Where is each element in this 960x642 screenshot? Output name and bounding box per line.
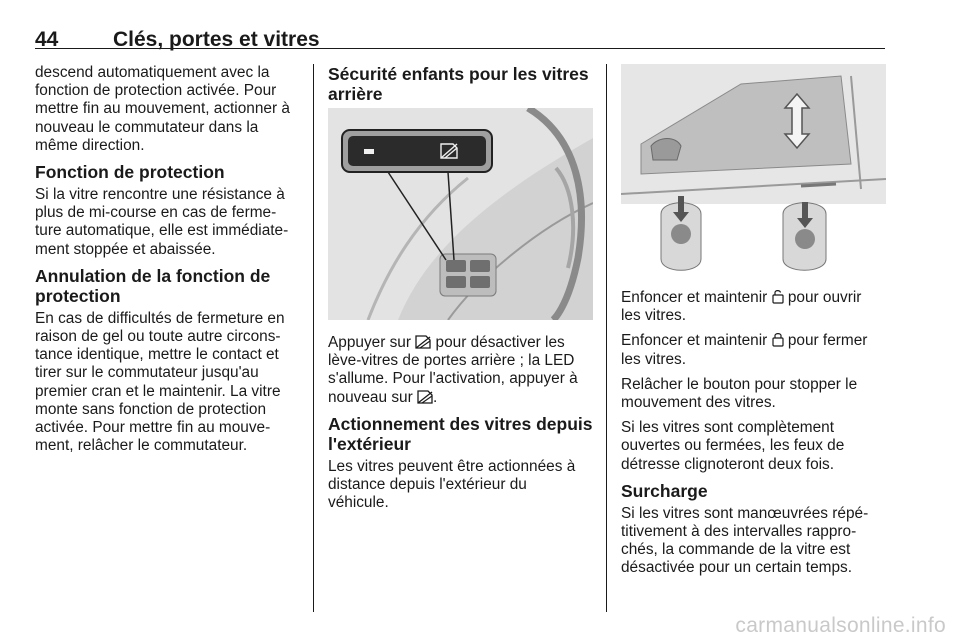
site-watermark: carmanualsonline.info [735, 614, 946, 637]
text-run: pour fermer les vitres. [621, 332, 868, 368]
text-run: Enfoncer et maintenir [621, 332, 772, 350]
paragraph: Si les vitres sont manœuvrées répé- titivement à des intervalles rappro- chés, la commande de la vitre est désactivée pour un certain temps. [621, 504, 869, 577]
text-run: . [433, 388, 438, 406]
section-heading: Fonction de protection [35, 162, 225, 183]
window-child-lock-icon [417, 390, 433, 404]
text-run: pour ouvrir les vitres. [621, 289, 862, 325]
column-divider [313, 64, 314, 612]
column-right [621, 64, 886, 585]
page-header [35, 12, 885, 49]
key-lock-icon [772, 332, 784, 347]
paragraph: En cas de difficultés de fermeture en raison de gel ou toute autre circons- tance identique, mettre le contact et tirer sur le commutateur jusqu'au premier cran et le maintenir. La vitre monte sans fonction de protection activée. Pour mettre fin au mouve- ment, relâcher le commutateur. [35, 309, 285, 455]
text-run: Appuyer sur [328, 334, 416, 351]
window-child-lock-icon [415, 335, 431, 349]
section-heading: Surcharge [621, 480, 708, 501]
column-middle [328, 64, 593, 519]
paragraph: Si la vitre rencontre une résistance à plus de mi-course en cas de ferme- ture automatique, elle est immédiate- ment stoppée et abaissée. [35, 186, 289, 258]
paragraph [621, 289, 886, 325]
chapter-title: Clés, portes et vitres [113, 28, 320, 51]
paragraph: Les vitres peuvent être actionnées à distance depuis l'extérieur du véhicule. [328, 457, 576, 512]
section-heading: Actionnement des vitres depuis l'extérieur [328, 413, 593, 454]
paragraph [621, 332, 886, 368]
paragraph: Relâcher le bouton pour stopper le mouvement des vitres. [621, 375, 858, 412]
section-heading: Sécurité enfants pour les vitres arrière [328, 64, 589, 104]
remote-window-illustration [621, 64, 886, 279]
column-left [35, 64, 303, 462]
paragraph [328, 334, 593, 407]
page-number: 44 [35, 28, 59, 51]
paragraph: descend automatiquement avec la fonction de protection activée. Pour mettre fin au mouvement, actionner à nouveau le commutateur dans la même direction. [35, 64, 290, 154]
paragraph: Si les vitres sont complètement ouvertes ou fermées, les feux de détresse clignoteront deux fois. [621, 419, 845, 473]
key-unlock-icon [772, 289, 784, 304]
section-heading: Annulation de la fonction de protection [35, 265, 271, 306]
text-run: pour désactiver les lève-vitres de portes arrière ; la LED s'allume. Pour l'activation, appuyer à nouveau sur [328, 334, 578, 406]
column-divider [606, 64, 607, 612]
door-switch-illustration [328, 108, 593, 320]
text-run: Enfoncer et maintenir [621, 289, 772, 306]
